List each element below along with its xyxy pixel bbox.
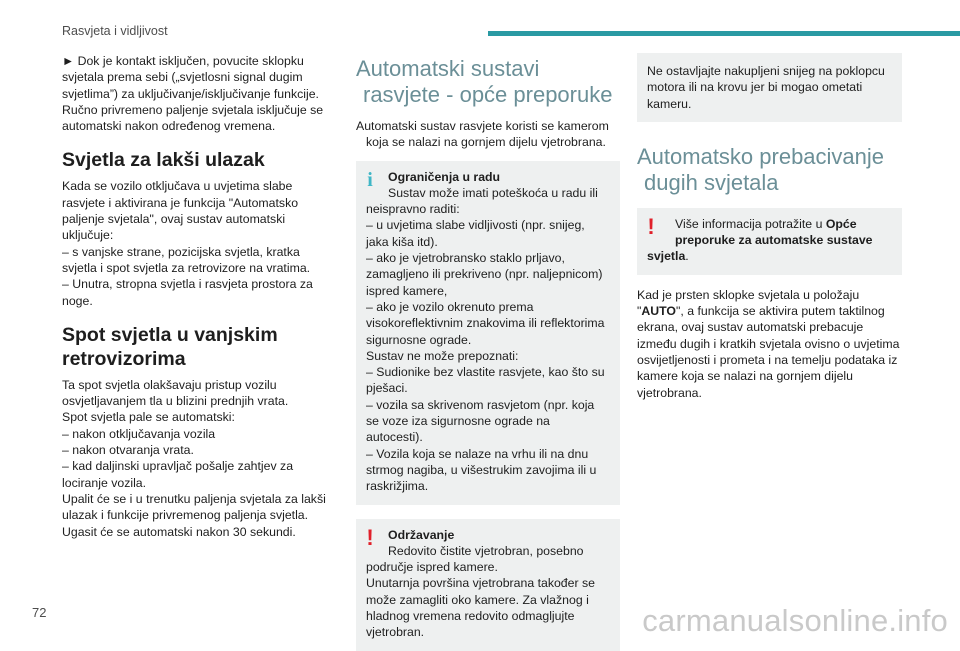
maintenance-title: Održavanje: [388, 527, 455, 542]
warning-icon: !: [366, 524, 374, 550]
reference-line1: [647, 216, 892, 232]
reference-bold-1: Opće: [825, 216, 857, 231]
limitations-title: Ograničenja u radu: [388, 169, 501, 184]
body-prefix: Kad je prsten sklopke svjetala u položaju ": [637, 287, 860, 319]
auto-high-beam-text: [637, 287, 902, 401]
intro-line2: koja se nalazi na gornjem dijelu vjetrobrana.: [366, 135, 606, 150]
watermark: carmanualsonline.info: [642, 603, 948, 638]
body-suffix: ", a funkcija se aktivira putem taktilnog ekrana, ovaj sustav automatski prebacuje između dugih i kratkih svjetala ovisno o uvjetima osvijetljenosti i prometa i na temelju podataka iz kamere koja se nalazi na gornjem dijelu vjetrobrana.: [637, 304, 900, 400]
snow-note-box: [637, 53, 902, 122]
reference-prefix: Više informacija potražite u: [675, 216, 826, 231]
header-accent-bar: [488, 31, 960, 36]
heading-auto-lighting-line2: rasvjete - opće preporuke: [363, 82, 613, 107]
intro-paragraph: ► Dok je kontakt isključen, povucite sklopku svjetala prema sebi („svjetlosni signal dugim svjetlima”) za uključivanje/isključivanje funkcije. Ručno privremeno paljenje svjetala isključuje se automatski nakon određenog vremena.: [62, 54, 324, 134]
entry-lights-text: Kada se vozilo otključava u uvjetima slabe rasvjete i aktivirana je funkcija "Automatsko paljenje svjetala", ovaj sustav automatski uključuje: – s vanjske strane, pozicijska svjetla, kratka svjetla i spot svjetla za retrovizore na vratima. – Unutra, stropna svjetla i rasvjeta prostora za noge.: [62, 179, 313, 308]
intro-line1: Automatski sustav rasvjete koristi se kamerom: [356, 119, 609, 133]
maintenance-lead: Redovito čistite vjetrobran, posebno: [388, 543, 584, 558]
info-box-limitations: [356, 161, 620, 505]
reference-bold-2: preporuke za automatske sustave: [675, 233, 873, 248]
heading-entry-lights: Svjetla za lakši ulazak: [62, 149, 265, 172]
column-middle: [356, 56, 620, 651]
heading-auto-lighting: [356, 56, 620, 108]
reference-end: .: [685, 249, 689, 264]
page-header-title: Rasvjeta i vidljivost: [62, 24, 168, 38]
warning-box-maintenance: [356, 519, 620, 651]
column-left: [62, 53, 334, 540]
limitations-lead: Sustav može imati poteškoća u radu ili: [388, 185, 598, 200]
heading-mirror-spotlights: Spot svjetla u vanjskim retrovizorima: [62, 323, 278, 370]
warning-box-reference: [637, 208, 902, 275]
heading-auto-lighting-line1: Automatski sustavi: [356, 56, 540, 81]
snow-note-text: Ne ostavljajte nakupljeni snijeg na poklopcu motora ili na krovu jer bi mogao ometati kameru.: [647, 64, 885, 111]
maintenance-text: područje ispred kamere. Unutarnja površina vjetrobrana također se može zamagliti oko kamere. Za vlažnog i hladnog vremena redovito odmagljujte vjetrobran.: [366, 560, 595, 640]
mirror-spotlights-text: Ta spot svjetla olakšavaju pristup vozilu osvjetljavanjem tla u blizini prednjih vrata. Spot svjetla pale se automatski: – nakon otključavanja vozila – nakon otvaranja vrata. – kad daljinski upravljač pošalje zahtjev za lociranje vozila. Upalit će se i u trenutku paljenja svjetala za lakši ulazak i funkcije privremenog paljenja svjetla. Ugasit će se automatski nakon 30 sekundi.: [62, 377, 326, 539]
reference-line3: [647, 248, 892, 264]
heading-auto-high-beam-line1: Automatsko prebacivanje: [637, 143, 885, 169]
page-number: 72: [32, 605, 47, 620]
auto-label: AUTO: [641, 304, 676, 319]
heading-auto-high-beam: [637, 144, 902, 196]
column-right: [637, 53, 902, 401]
limitations-text: neispravno raditi: – u uvjetima slabe vidljivosti (npr. snijeg, jaka kiša itd). – ako je vjetrobransko staklo prljavo, zamagljeno ili prekriveno (npr. naljepnicom) ispred kamere, – ako je vozilo okrenuto prema visokoreflektivnim znakovima ili reflektorima sigurnosne ograde. Sustav ne može prepoznati: – Sudionike bez vlastite rasvjete, kao što su pješaci. – vozila sa skrivenom rasvjetom (npr. koja se voze iza sigurnosne ograde na autocesti). – Vozila koja se nalaze na vrhu ili na dnu strmog nagiba, u višestrukim zavojima ili u raskrižjima.: [366, 202, 605, 494]
auto-lighting-intro: [356, 118, 620, 151]
info-icon: i: [367, 168, 373, 191]
heading-auto-high-beam-line2: dugih svjetala: [644, 169, 779, 195]
warning-icon: !: [647, 213, 655, 239]
reference-bold-3: svjetla: [647, 249, 686, 264]
